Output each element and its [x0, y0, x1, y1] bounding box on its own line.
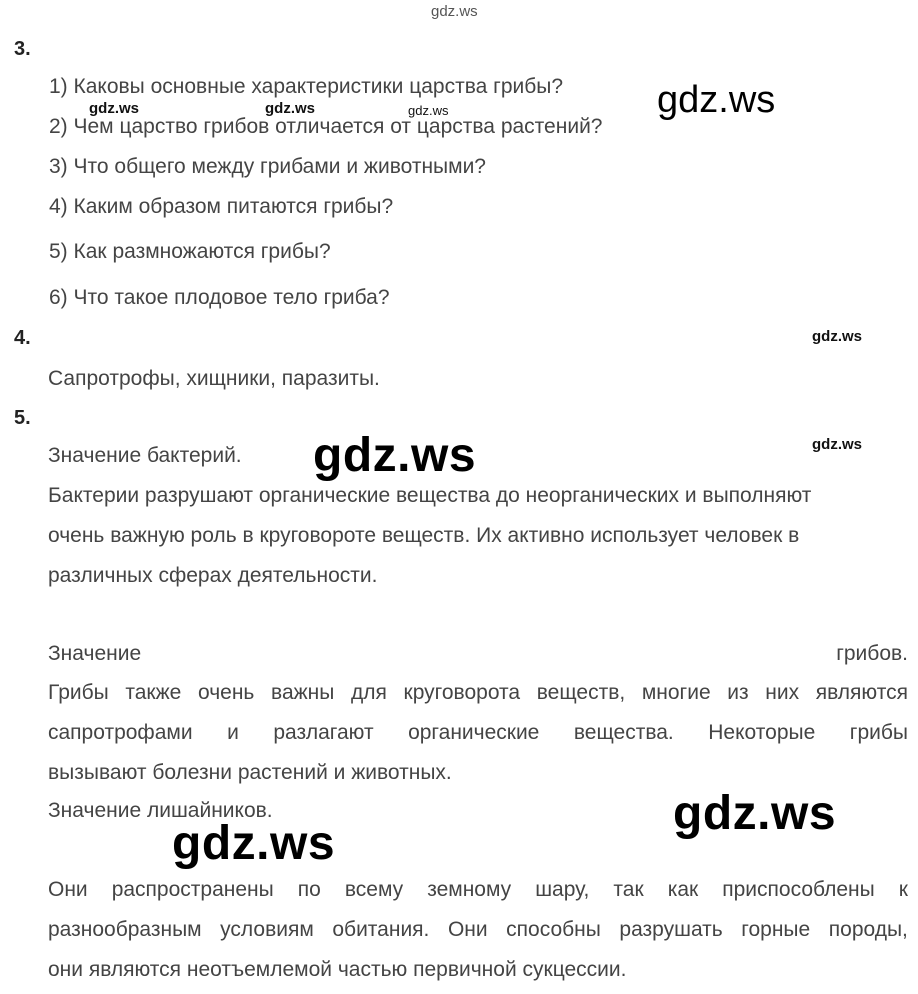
- watermark-large-3: gdz.ws: [172, 817, 336, 870]
- lichen-line-3: они являются неотъемлемой частью первичной сукцессии.: [48, 958, 627, 981]
- fungi-heading-right: грибов.: [836, 642, 908, 665]
- lichen-line-1: [48, 878, 908, 902]
- word: приспособлены: [722, 878, 875, 901]
- lichen-heading: Значение лишайников.: [48, 799, 273, 822]
- word: породы,: [828, 918, 908, 941]
- word: из: [727, 681, 749, 704]
- watermark-small-4: gdz.ws: [812, 328, 863, 345]
- word: распространены: [111, 878, 274, 901]
- word: шару,: [535, 878, 590, 901]
- word: разрушать: [619, 918, 723, 941]
- word: также: [125, 681, 182, 704]
- word: разлагают: [273, 721, 374, 744]
- word: них: [765, 681, 800, 704]
- question-5: 5) Как размножаются грибы?: [49, 240, 331, 263]
- question-1: 1) Каковы основные характеристики царства грибы?: [49, 75, 564, 98]
- word: разнообразным: [48, 918, 202, 941]
- bacteria-line-3: различных сферах деятельности.: [48, 564, 378, 587]
- word: способны: [506, 918, 601, 941]
- watermark-small-5: gdz.ws: [812, 436, 863, 453]
- watermark-small-3: gdz.ws: [408, 103, 449, 118]
- word: обитания.: [332, 918, 430, 941]
- task-5-number: 5.: [14, 407, 31, 429]
- word: как: [667, 878, 699, 901]
- word: важны: [271, 681, 335, 704]
- fungi-line-1: [48, 681, 908, 705]
- word: всему: [344, 878, 404, 901]
- bacteria-heading: Значение бактерий.: [48, 444, 242, 467]
- word: Грибы: [48, 681, 109, 704]
- word: очень: [198, 681, 255, 704]
- word: круговорота: [403, 681, 521, 704]
- word: земному: [427, 878, 512, 901]
- bacteria-line-1: Бактерии разрушают органические вещества до неорганических и выполняют: [48, 484, 812, 507]
- watermark-large-2: gdz.ws: [673, 787, 837, 840]
- watermark-small-1: gdz.ws: [89, 100, 140, 117]
- word: веществ,: [536, 681, 626, 704]
- task-3-number: 3.: [14, 38, 31, 60]
- word: к: [898, 878, 908, 901]
- bacteria-line-2: очень важную роль в круговороте веществ. Их активно использует человек в: [48, 524, 800, 547]
- watermark-large-1: gdz.ws: [313, 429, 477, 482]
- fungi-heading-left: Значение: [48, 642, 142, 665]
- word: грибы: [849, 721, 908, 744]
- word: Они: [48, 878, 88, 901]
- question-6: 6) Что такое плодовое тело гриба?: [49, 286, 390, 309]
- fungi-line-2: [48, 721, 908, 745]
- watermark-top: gdz.ws: [431, 3, 478, 20]
- fungi-heading: [48, 642, 908, 666]
- fungi-line-3: вызывают болезни растений и животных.: [48, 761, 452, 784]
- question-3: 3) Что общего между грибами и животными?: [49, 155, 486, 178]
- task-4-number: 4.: [14, 327, 31, 349]
- word: и: [227, 721, 239, 744]
- question-2: 2) Чем царство грибов отличается от царства растений?: [49, 115, 603, 138]
- word: так: [613, 878, 644, 901]
- word: для: [351, 681, 387, 704]
- question-4: 4) Каким образом питаются грибы?: [49, 195, 394, 218]
- word: Они: [447, 918, 488, 941]
- task-4-answer: Сапротрофы, хищники, паразиты.: [48, 367, 380, 390]
- word: сапротрофами: [48, 721, 193, 744]
- word: Некоторые: [708, 721, 816, 744]
- word: органические: [408, 721, 540, 744]
- lichen-line-2: [48, 918, 908, 942]
- watermark-small-2: gdz.ws: [265, 100, 316, 117]
- word: являются: [815, 681, 908, 704]
- word: многие: [641, 681, 711, 704]
- word: горные: [741, 918, 811, 941]
- word: по: [297, 878, 321, 901]
- word: вещества.: [573, 721, 674, 744]
- watermark-medium-1: gdz.ws: [657, 79, 776, 121]
- word: условиям: [220, 918, 314, 941]
